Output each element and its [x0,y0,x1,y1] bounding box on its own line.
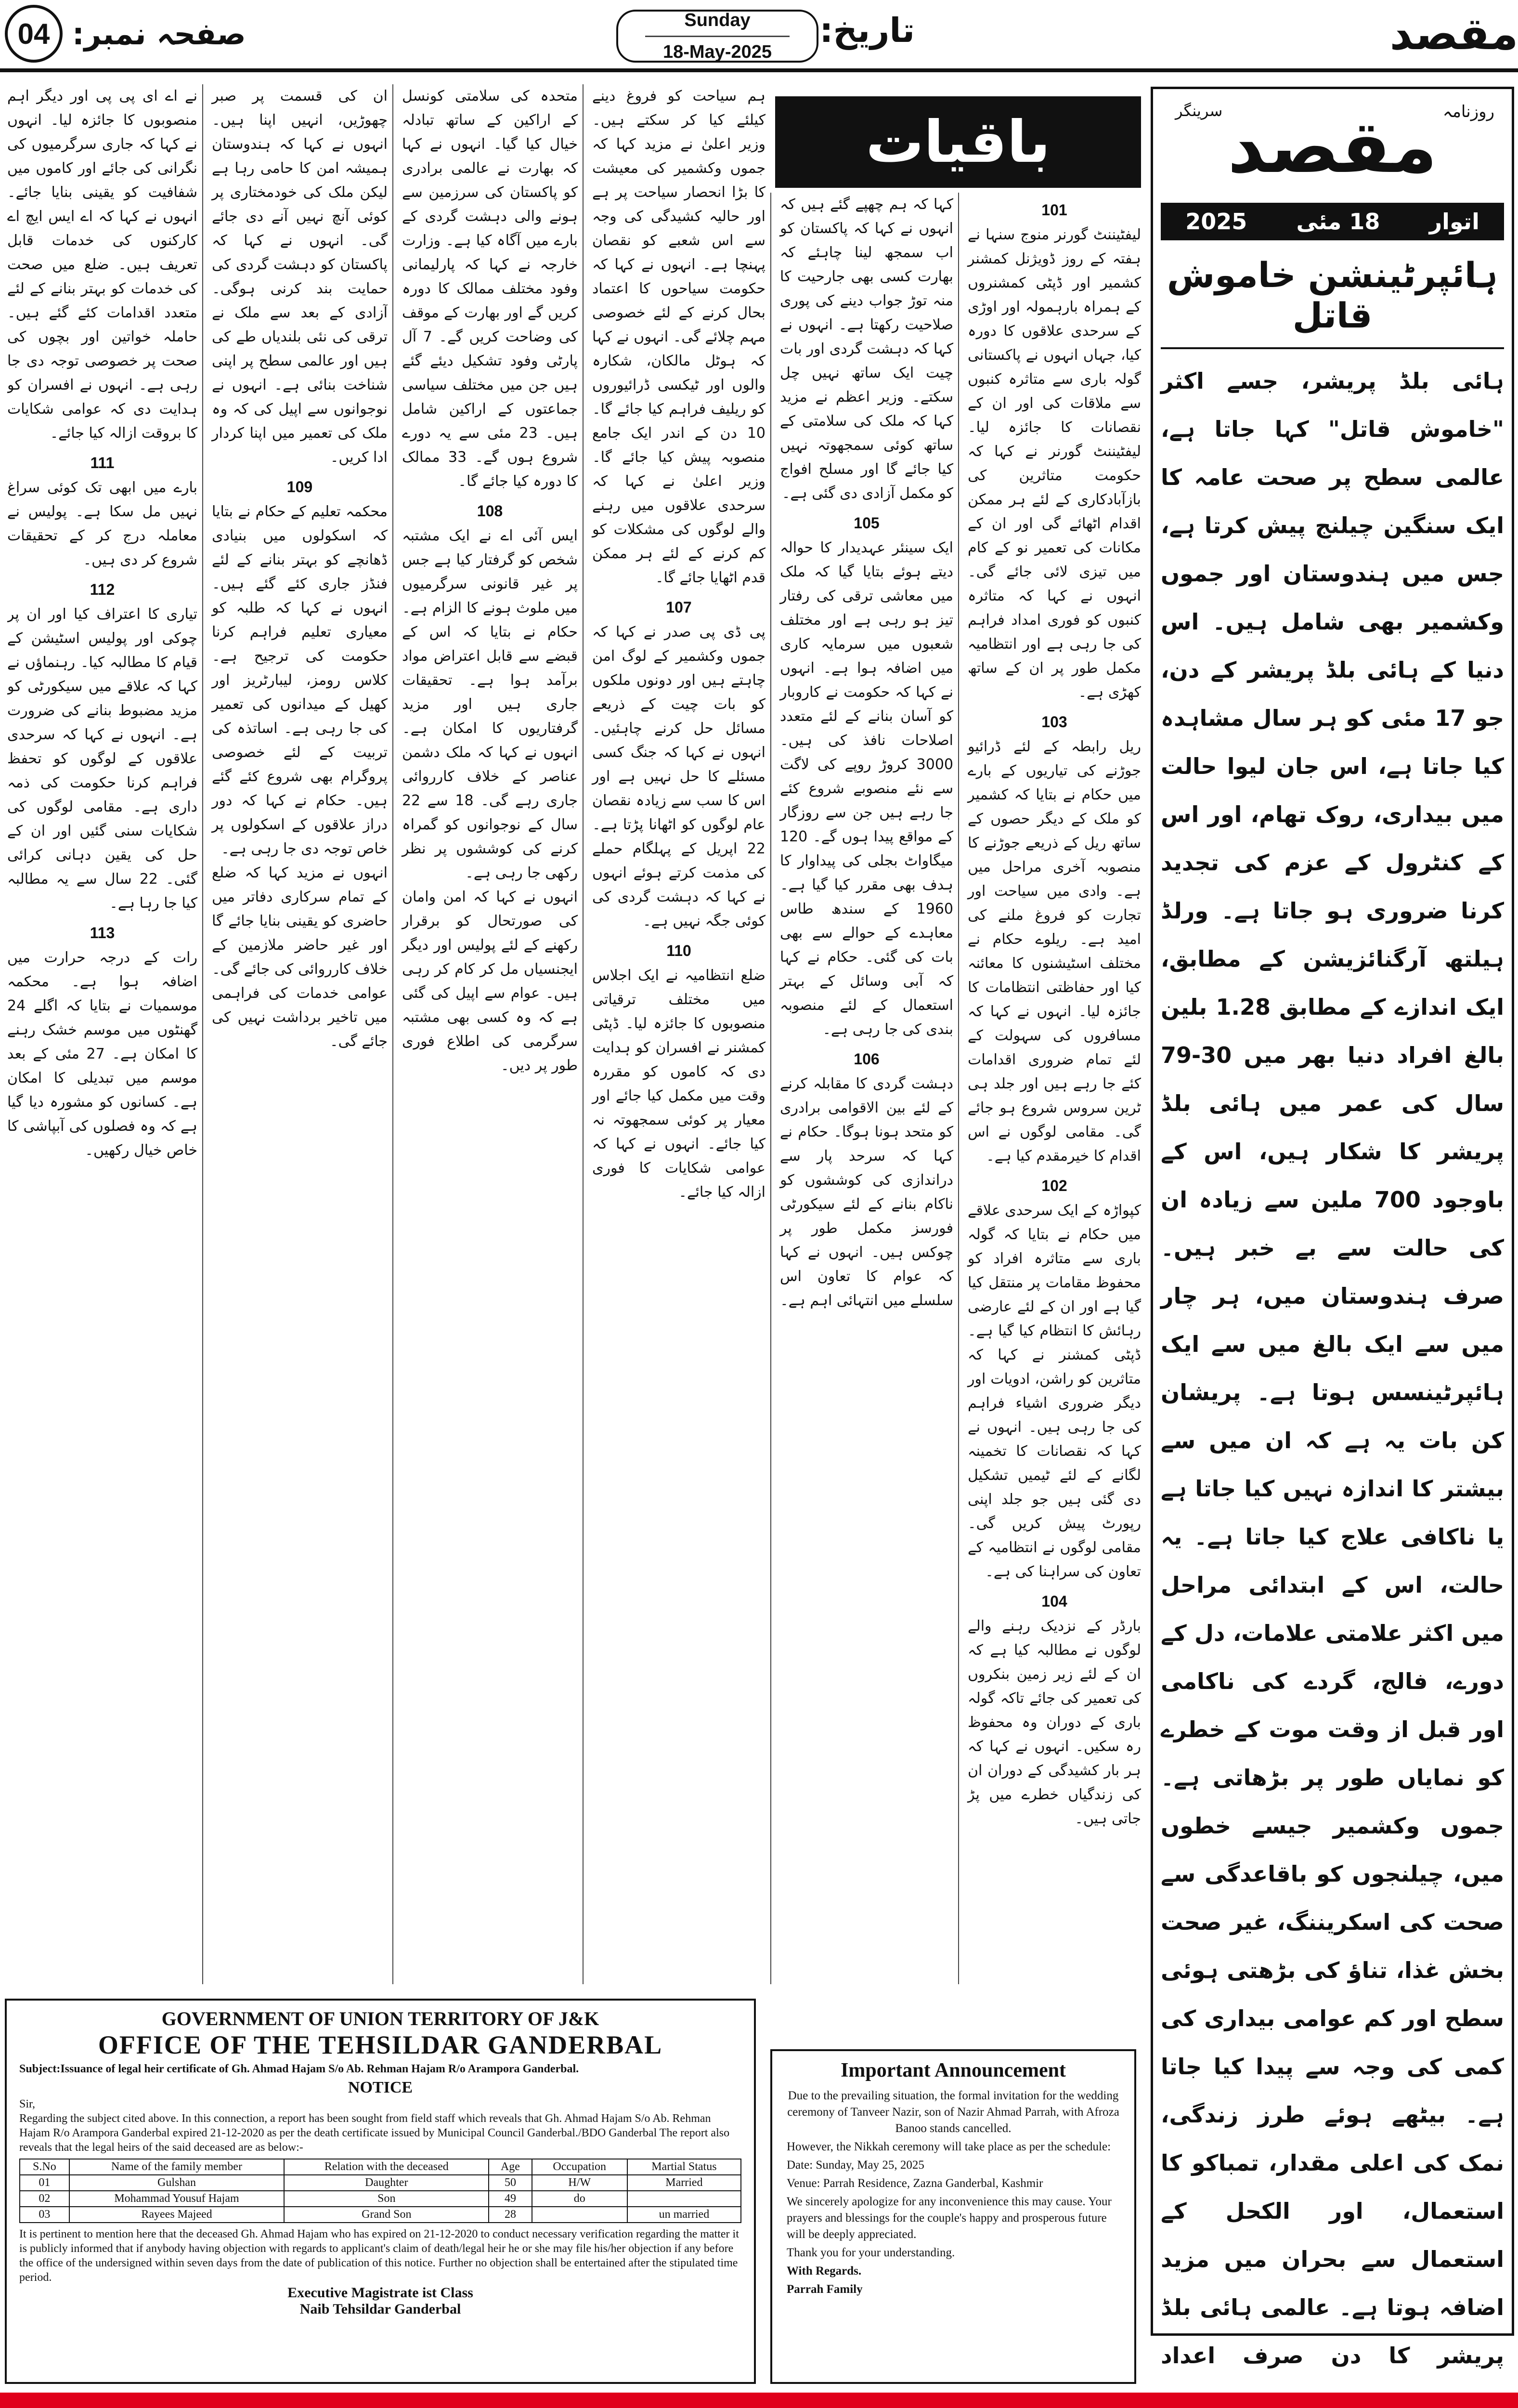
news-paragraph: نے اے ای پی پی اور دیگر اہم منصوبوں کا جائزہ لیا۔ انہوں نے کہا کہ جاری سرگرمیوں کی نگرانی کی جائے اور کاموں میں شفافیت کو یقینی بنایا جائے۔ انہوں نے کہا کہ اے ایس ایچ اے کارکنوں کی خدمات قابل تعریف ہیں۔ ضلع میں صحت کی خدمات کو بہتر بنانے کے لئے متعدد اقدامات کئے گئے ہیں۔ حاملہ خواتین اور بچوں کی صحت پر خصوصی توجہ دی جا رہی ہے۔ انہوں نے افسران کو ہدایت دی کہ عوامی شکایات کا بروقت ازالہ کیا جائے۔ [7,88,197,442]
editorial-paper-name: مقصد [1227,105,1438,189]
table-cell: H/W [532,2175,627,2191]
news-paragraph: متحدہ کی سلامتی کونسل کے اراکین کے ساتھ تبادلہ خیال کیا گیا۔ انہوں نے کہا کہ بھارت نے عالمی برادری کو پاکستان کی سرزمین سے ہونے والی دہشت گردی کے بارے میں آگاہ کیا ہے۔ وزارت خارجہ نے کہا کہ پارلیمانی وفود مختلف ممالک کا دورہ کریں گے اور بھارت کے موقف کی وضاحت کریں گے۔ 7 آل پارٹی وفود تشکیل دیئے گئے ہیں جن میں مختلف سیاسی جماعتوں کے اراکین شامل ہیں۔ 23 مئی سے یہ دورے شروع ہوں گے۔ 33 ممالک کا دورہ کیا جائے گا۔ [402,88,578,490]
table-cell: Gulshan [69,2175,285,2191]
notice-body: Regarding the subject cited above. In this connection, a report has been sought from field staff which reveals that Gh. Ahmad Hajam S/o Ab. Rehman Hajam R/o Arampora Ganderbal expired 21-12-2020 as per the death certificate issued by Municipal Council Ganderbal./BDO Ganderbal The report also reveals that the legal heirs of the said deceased are as below:- [19,2112,730,2154]
notice-signature-2: Naib Tehsildar Ganderbal [299,2301,461,2317]
announcement-venue: Venue: Parrah Residence, Zazna Ganderbal, Kashmir [787,2177,1043,2190]
table-row [20,2175,741,2191]
table-row [20,2207,741,2223]
editorial-date: 18 مئی [1296,209,1380,235]
footer-red-bar [0,2393,1518,2408]
editorial-column [1151,87,1514,2369]
section-number: 106 [854,1050,880,1068]
section-number: 104 [1041,1593,1067,1610]
table-header: S.No [20,2159,69,2175]
notice-subject: Subject:Issuance of legal heir certificate of Gh. Ahmad Hajam S/o Ab. Rehman Hajam R/o Arampora Ganderbal. [19,2063,579,2075]
news-paragraph: کہا کہ ہم چھپے گئے ہیں کہ انہوں نے کہا کہ پاکستان کو اب سمجھ لینا چاہئے کہ بھارت کسی بھی جارحیت کا منہ توڑ جواب دینے کی پوری صلاحیت رکھتا ہے۔ انہوں نے کہا کہ دہشت گردی اور بات چیت ایک ساتھ نہیں چل سکتے۔ وزیر اعظم نے مزید کہا کہ ملک کی سلامتی کے ساتھ کوئی سمجھوتہ نہیں کیا جائے گا اور مسلح افواج کو مکمل آزادی دی گئی ہے۔ [780,196,953,502]
news-paragraph: محکمہ تعلیم کے حکام نے بتایا کہ اسکولوں میں بنیادی ڈھانچے کو بہتر بنانے کے لئے فنڈز جاری کئے گئے ہیں۔ انہوں نے کہا کہ طلبہ کو معیاری تعلیم فراہم کرنا حکومت کی ترجیح ہے۔ کلاس رومز، لیبارٹریز اور کھیل کے میدانوں کی تعمیر کی جا رہی ہے۔ اساتذہ کی تربیت کے لئے خصوصی پروگرام بھی شروع کئے گئے ہیں۔ حکام نے کہا کہ دور دراز علاقوں کے اسکولوں پر خاص توجہ دی جا رہی ہے۔ [212,503,388,857]
notice-signature-1: Executive Magistrate ist Class [287,2285,473,2301]
page-number: 04 [5,5,63,63]
news-paragraph: ضلع انتظامیہ نے ایک اجلاس میں مختلف ترقیاتی منصوبوں کا جائزہ لیا۔ ڈپٹی کمشنر نے افسران کو ہدایت دی کہ کاموں کو مقررہ وقت میں مکمل کیا جائے اور معیار پر کوئی سمجھوتہ نہ کیا جائے۔ انہوں نے کہا کہ عوامی شکایات کا فوری ازالہ کیا جائے۔ [592,967,765,1201]
table-cell: un married [627,2207,741,2223]
section-number: 109 [286,478,313,496]
table-header: Relation with the deceased [284,2159,489,2175]
table-cell: Mohammad Yousuf Hajam [69,2191,285,2207]
table-header: Martial Status [627,2159,741,2175]
announcement-text: Thank you for your understanding. [787,2246,955,2259]
table-header-row [20,2159,741,2175]
news-paragraph: کپواڑہ کے ایک سرحدی علاقے میں حکام نے بتایا کہ گولہ باری سے متاثرہ افراد کو محفوظ مقامات پر منتقل کیا گیا ہے اور ان کے لئے عارضی رہائش کا انتظام کیا گیا ہے۔ ڈپٹی کمشنر نے کہا کہ متاثرین کو راشن، ادویات اور دیگر ضروری اشیاء فراہم کی جا رہی ہیں۔ انہوں نے کہا کہ نقصانات کا تخمینہ لگانے کے لئے ٹیمیں تشکیل دی گئی ہیں جو جلد اپنی رپورٹ پیش کریں گی۔ مقامی لوگوں نے انتظامیہ کے تعاون کی سراہنا کی ہے۔ [968,1202,1141,1580]
announcement-text: Due to the prevailing situation, the formal invitation for the wedding ceremony of Tanveer Nazir, son of Nazir Ahmad Parrah, with Afroza Banoo stands cancelled. [787,2089,1119,2135]
table-cell: 50 [489,2175,532,2191]
legal-heirs-table [19,2159,741,2223]
news-column-5 [202,84,388,1984]
weekday: Sunday [684,10,751,30]
page-number-label: صفحہ نمبر: [72,16,246,52]
table-cell [532,2207,627,2223]
news-paragraph: ایک سینئر عہدیدار کا حوالہ دیتے ہوئے بتایا گیا کہ ملک میں معاشی ترقی کی رفتار تیز ہو رہی ہے اور مختلف شعبوں میں سرمایہ کاری میں اضافہ ہوا ہے۔ انہوں نے کہا کہ حکومت نے کاروبار کو آسان بنانے کے لئے متعدد اصلاحات نافذ کی ہیں۔ 3000 کروڑ روپے کی لاگت سے نئے منصوبے شروع کئے جا رہے ہیں جن سے روزگار کے مواقع پیدا ہوں گے۔ 120 میگاواٹ بجلی کی پیداوار کا ہدف بھی مقرر کیا گیا ہے۔ 1960 کے سندھ طاس معاہدے کے حوالے سے بھی بات کی گئی۔ حکام نے کہا کہ آبی وسائل کے بہتر استعمال کے لئے منصوبہ بندی کی جا رہی ہے۔ [780,539,953,1038]
news-paragraph: بارڈر کے نزدیک رہنے والے لوگوں نے مطالبہ کیا ہے کہ ان کے لئے زیر زمین بنکروں کی تعمیر کی جائے تاکہ گولہ باری کے دوران وہ محفوظ رہ سکیں۔ انہوں نے کہا کہ ہر بار کشیدگی کے دوران ان کی زندگیاں خطرے میں پڑ جاتی ہیں۔ [968,1618,1141,1827]
table-header: Age [489,2159,532,2175]
news-column-1 [958,193,1141,1984]
table-cell: Married [627,2175,741,2191]
date-box [616,5,915,65]
news-column-2 [770,193,953,1984]
news-paragraph: پی ڈی پی صدر نے کہا کہ جموں وکشمیر کے لوگ امن چاہتے ہیں اور دونوں ملکوں کو بات چیت کے ذریعے مسائل حل کرنے چاہئیں۔ انہوں نے کہا کہ جنگ کسی مسئلے کا حل نہیں ہے اور اس کا سب سے زیادہ نقصان عام لوگوں کو اٹھانا پڑتا ہے۔ 22 اپریل کے پہلگام حملے کی مذمت کرتے ہوئے انہوں نے کہا کہ دہشت گردی کی کوئی جگہ نہیں ہے۔ [592,624,765,929]
table-cell: 49 [489,2191,532,2207]
date-label: تاریخ: [819,11,915,50]
table-cell: 28 [489,2207,532,2223]
editorial-city: سرینگر [1175,102,1223,120]
announcement-text: However, the Nikkah ceremony will take place as per the schedule: [787,2140,1111,2153]
important-announcement [770,2049,1136,2384]
news-paragraph: انہوں نے کہا کہ امن وامان کی صورتحال کو برقرار رکھنے کے لئے پولیس اور دیگر ایجنسیاں مل کر کام کر رہی ہیں۔ عوام سے اپیل کی گئی ہے کہ وہ کسی بھی مشتبہ سرگرمی کی اطلاع فوری طور پر دیں۔ [402,889,578,1074]
table-cell: Daughter [284,2175,489,2191]
news-paragraph: دہشت گردی کا مقابلہ کرنے کے لئے بین الاقوامی برادری کو متحد ہونا ہوگا۔ حکام نے کہا کہ سرحد پار سے دراندازی کی کوششوں کو ناکام بنانے کے لئے سیکورٹی فورسز مکمل طور پر چوکس ہیں۔ انہوں نے کہا کہ عوام کا تعاون اس سلسلے میں انتہائی اہم ہے۔ [780,1075,953,1309]
table-cell [627,2191,741,2207]
announcement-title: Important Announcement [841,2059,1066,2081]
news-paragraph: ان کی قسمت پر صبر چھوڑیں، انہیں اپنا ہیں۔ انہوں نے کہا کہ ہندوستان ہمیشہ امن کا حامی رہا ہے لیکن ملک کی خودمختاری پر کوئی آنچ نہیں آنے دی جائے گی۔ انہوں نے کہا کہ پاکستان کو دہشت گردی کی حمایت بند کرنی ہوگی۔ آزادی کے بعد سے ملک نے ترقی کی نئی بلندیاں طے کی ہیں اور عالمی سطح پر اپنی شناخت بنائی ہے۔ انہوں نے نوجوانوں سے اپیل کی کہ وہ ملک کی تعمیر میں اپنا کردار ادا کریں۔ [212,88,388,466]
news-paragraph: رات کے درجہ حرارت میں اضافہ ہوا ہے۔ محکمہ موسمیات نے بتایا کہ اگلے 24 گھنٹوں میں موسم خشک رہنے کا امکان ہے۔ 27 مئی کے بعد موسم میں تبدیلی کا امکان ہے۔ کسانوں کو مشورہ دیا گیا ہے کہ وہ فصلوں کی آبپاشی کا خاص خیال رکھیں۔ [7,949,197,1159]
government-notice [5,1999,756,2384]
section-number: 108 [477,502,503,520]
editorial-headline: ہائپرٹینشن خاموش قاتل [1161,250,1504,349]
section-number: 105 [854,514,880,532]
notice-salutation: Sir, [19,2098,36,2110]
editorial-date-bar [1161,203,1504,240]
section-number: 103 [1041,713,1067,731]
news-column-4 [392,84,578,1984]
table-cell: Grand Son [284,2207,489,2223]
table-cell: 01 [20,2175,69,2191]
section-number: 112 [90,581,115,598]
section-number: 111 [90,454,115,471]
news-paragraph: ایس آئی اے نے ایک مشتبہ شخص کو گرفتار کیا ہے جس پر غیر قانونی سرگرمیوں میں ملوث ہونے کا الزام ہے۔ حکام نے بتایا کہ اس کے قبضے سے قابل اعتراض مواد برآمد ہوا ہے۔ تحقیقات جاری ہیں اور مزید گرفتاریوں کا امکان ہے۔ انہوں نے کہا کہ ملک دشمن عناصر کے خلاف کارروائی جاری رہے گی۔ 18 سے 22 سال کے نوجوانوں کو گمراہ کرنے کی کوششوں پر نظر رکھی جا رہی ہے۔ [402,527,578,881]
table-row [20,2191,741,2207]
masthead-bar [0,0,1518,72]
editorial-day: اتوار [1429,209,1479,235]
section-number: 101 [1041,201,1067,219]
editorial-body: ہائی بلڈ پریشر، جسے اکثر "خاموش قاتل" کہا جاتا ہے، عالمی سطح پر صحت عامہ کا ایک سنگین چیلنج پیش کرتا ہے، جس میں ہندوستان اور جموں وکشمیر بھی شامل ہیں۔ اس دنیا کے ہائی بلڈ پریشر کے دن، جو 17 مئی کو ہر سال مشاہدہ کیا جاتا ہے، اس جان لیوا حالت میں بیداری، روک تھام، اور اس کے کنٹرول کے عزم کی تجدید کرنا ضروری ہو جاتا ہے۔ ورلڈ ہیلتھ آرگنائزیشن کے مطابق، ایک اندازے کے مطابق 1.28 بلین بالغ افراد دنیا بھر میں 30-79 سال کی عمر میں ہائی بلڈ پریشر کا شکار ہیں، اس کے باوجود 700 ملین سے زیادہ ان کی حالت سے بے خبر ہیں۔ صرف ہندوستان میں، ہر چار میں سے ایک بالغ میں سے ایک ہائپرٹینسس ہوتا ہے۔ پریشان کن بات یہ ہے کہ ان میں سے بیشتر کا اندازہ نہیں کیا جاتا ہے یا ناکافی علاج کیا جاتا ہے۔ یہ حالت، اس کے ابتدائی مراحل میں اکثر علامتی علامات، دل کے دورے، فالج، گردے کی ناکامی اور قبل از وقت موت کے خطرے کو نمایاں طور پر بڑھاتی ہے۔ جموں وکشمیر جیسے خطوں میں، چیلنجوں کو باقاعدگی سے صحت کی اسکریننگ، غیر صحت بخش غذا، تناؤ کی بڑھتی ہوئی سطح اور کم عوامی بیداری کی کمی کی وجہ سے پیدا کیا جاتا ہے۔ بیٹھے ہوئے طرز زندگی، نمک کی اعلی مقدار، تمباکو کا استعمال، اور الکحل کے استعمال سے بحران میں مزید اضافہ ہوتا ہے۔ عالمی ہائی بلڈ پریشر کا دن صرف اعداد [1161,368,1504,2369]
table-cell: Rayees Majeed [69,2207,285,2223]
date-pill [616,10,818,63]
editorial-daily-label: روزنامہ [1442,102,1494,121]
notice-footer: It is pertinent to mention here that the deceased Gh. Ahmad Hajam who has expired on 21-12-2020 to conduct necessary verification regarding the matter it is publicly informed that if anybody having objection with regards to applicant's claim of death/legal heir he or she may file his/her objection if any before the office of the undersigned within seven days from the date of publication of this notice. Further no objection shall be entertained after the stipulated time period. [19,2228,739,2284]
news-paragraph: ریل رابطہ کے لئے ڈرائیو جوڑنے کی تیاریوں کے بارے میں حکام نے بتایا کہ کشمیر کو ملک کے دیگر حصوں کے ساتھ ریل کے ذریعے جوڑنے کا منصوبہ آخری مراحل میں ہے۔ وادی میں سیاحت اور تجارت کو فروغ ملنے کی امید ہے۔ ریلوے حکام نے مختلف اسٹیشنوں کا معائنہ کیا اور حفاظتی انتظامات کا جائزہ لیا۔ انہوں نے کہا کہ مسافروں کی سہولت کے لئے تمام ضروری اقدامات کئے جا رہے ہیں اور جلد ہی ٹرین سروس شروع ہو جائے گی۔ مقامی لوگوں نے اس اقدام کا خیرمقدم کیا ہے۔ [968,738,1141,1165]
news-paragraph: بارے میں ابھی تک کوئی سراغ نہیں مل سکا ہے۔ پولیس نے معاملہ درج کر کے تحقیقات شروع کر دی ہیں۔ [7,479,197,568]
table-header: Occupation [532,2159,627,2175]
news-paragraph: ہم سیاحت کو فروغ دینے کیلئے کیا کر سکتے ہیں۔ وزیر اعلیٰ نے مزید کہا کہ جموں وکشمیر کی معیشت کا بڑا انحصار سیاحت پر ہے اور حالیہ کشیدگی کی وجہ سے اس شعبے کو نقصان پہنچا ہے۔ انہوں نے کہا کہ حکومت سیاحوں کا اعتماد بحال کرنے کے لئے خصوصی مہم چلائے گی۔ انہوں نے کہا کہ ہوٹل مالکان، شکارہ والوں اور ٹیکسی ڈرائیوروں کو ریلیف فراہم کیا جائے گا۔ 10 دن کے اندر ایک جامع منصوبہ پیش کیا جائے گا۔ وزیر اعلیٰ نے کہا کہ سرحدی علاقوں میں رہنے والے لوگوں کی مشکلات کو کم کرنے کے لئے ہر ممکن قدم اٹھایا جائے گا۔ [592,88,765,586]
announcement-regards: With Regards. [787,2264,862,2277]
notice-office: OFFICE OF THE TEHSILDAR GANDERBAL [98,2030,663,2059]
notice-government: GOVERNMENT OF UNION TERRITORY OF J&K [161,2008,599,2029]
table-cell: 02 [20,2191,69,2207]
table-header: Name of the family member [69,2159,285,2175]
section-number: 107 [666,599,692,616]
page-number-box [5,5,255,63]
continued-section-header: باقیات [775,96,1141,188]
announcement-date: Date: Sunday, May 25, 2025 [787,2159,924,2172]
issue-date: 18-May-2025 [662,41,772,62]
news-paragraph: تیاری کا اعتراف کیا اور ان پر چوکی اور پولیس اسٹیشن کے قیام کا مطالبہ کیا۔ رہنماؤں نے کہا کہ علاقے میں سیکورٹی کو مزید مضبوط بنانے کی ضرورت ہے۔ انہوں نے کہا کہ سرحدی علاقوں کے لوگوں کو تحفظ فراہم کرنا حکومت کی ذمہ داری ہے۔ مقامی لوگوں کی شکایات سنی گئیں اور ان کے حل کی یقین دہانی کرائی گئی۔ 22 سال سے یہ مطالبہ کیا جا رہا ہے۔ [7,606,197,912]
table-cell: 03 [20,2207,69,2223]
editorial-year: 2025 [1185,209,1247,235]
table-cell: do [532,2191,627,2207]
news-column-3 [583,84,765,1984]
newspaper-logo: مقصد [1389,8,1518,60]
notice-title: NOTICE [348,2079,413,2096]
editorial-masthead [1161,97,1504,203]
section-number: 113 [90,924,115,942]
news-column-6 [7,84,197,1984]
section-number: 102 [1041,1177,1067,1194]
news-paragraph: لیفٹیننٹ گورنر منوج سنہا نے ہفتہ کے روز ڈویژنل کمشنر کشمیر اور ڈپٹی کمشنروں کے ہمراہ بارہمولہ اور اوڑی کے سرحدی علاقوں کا دورہ کیا، جہاں انہوں نے پاکستانی گولہ باری سے متاثرہ کنبوں سے ملاقات کی اور ان کے نقصانات کا جائزہ لیا۔ لیفٹیننٹ گورنر نے کہا کہ حکومت متاثرین کی بازآبادکاری کے لئے ہر ممکن اقدام اٹھائے گی اور ان کے مکانات کی تعمیر نو کے کام میں تیزی لائی جائے گی۔ انہوں نے کہا کہ متاثرہ کنبوں کو فوری امداد فراہم کی جا رہی ہے اور انتظامیہ مکمل طور پر ان کے ساتھ کھڑی ہے۔ [968,226,1141,701]
announcement-text: We sincerely apologize for any inconvenience this may cause. Your prayers and blessings for the couple's happy and prosperous future will be deeply appreciated. [787,2195,1112,2241]
section-number: 110 [666,942,691,959]
table-cell: Son [284,2191,489,2207]
news-paragraph: انہوں نے مزید کہا کہ ضلع کے تمام سرکاری دفاتر میں حاضری کو یقینی بنایا جائے گا اور غیر حاضر ملازمین کے خلاف کارروائی کی جائے گی۔ عوامی خدمات کی فراہمی میں تاخیر برداشت نہیں کی جائے گی۔ [212,864,388,1050]
announcement-signoff: Parrah Family [787,2283,863,2296]
